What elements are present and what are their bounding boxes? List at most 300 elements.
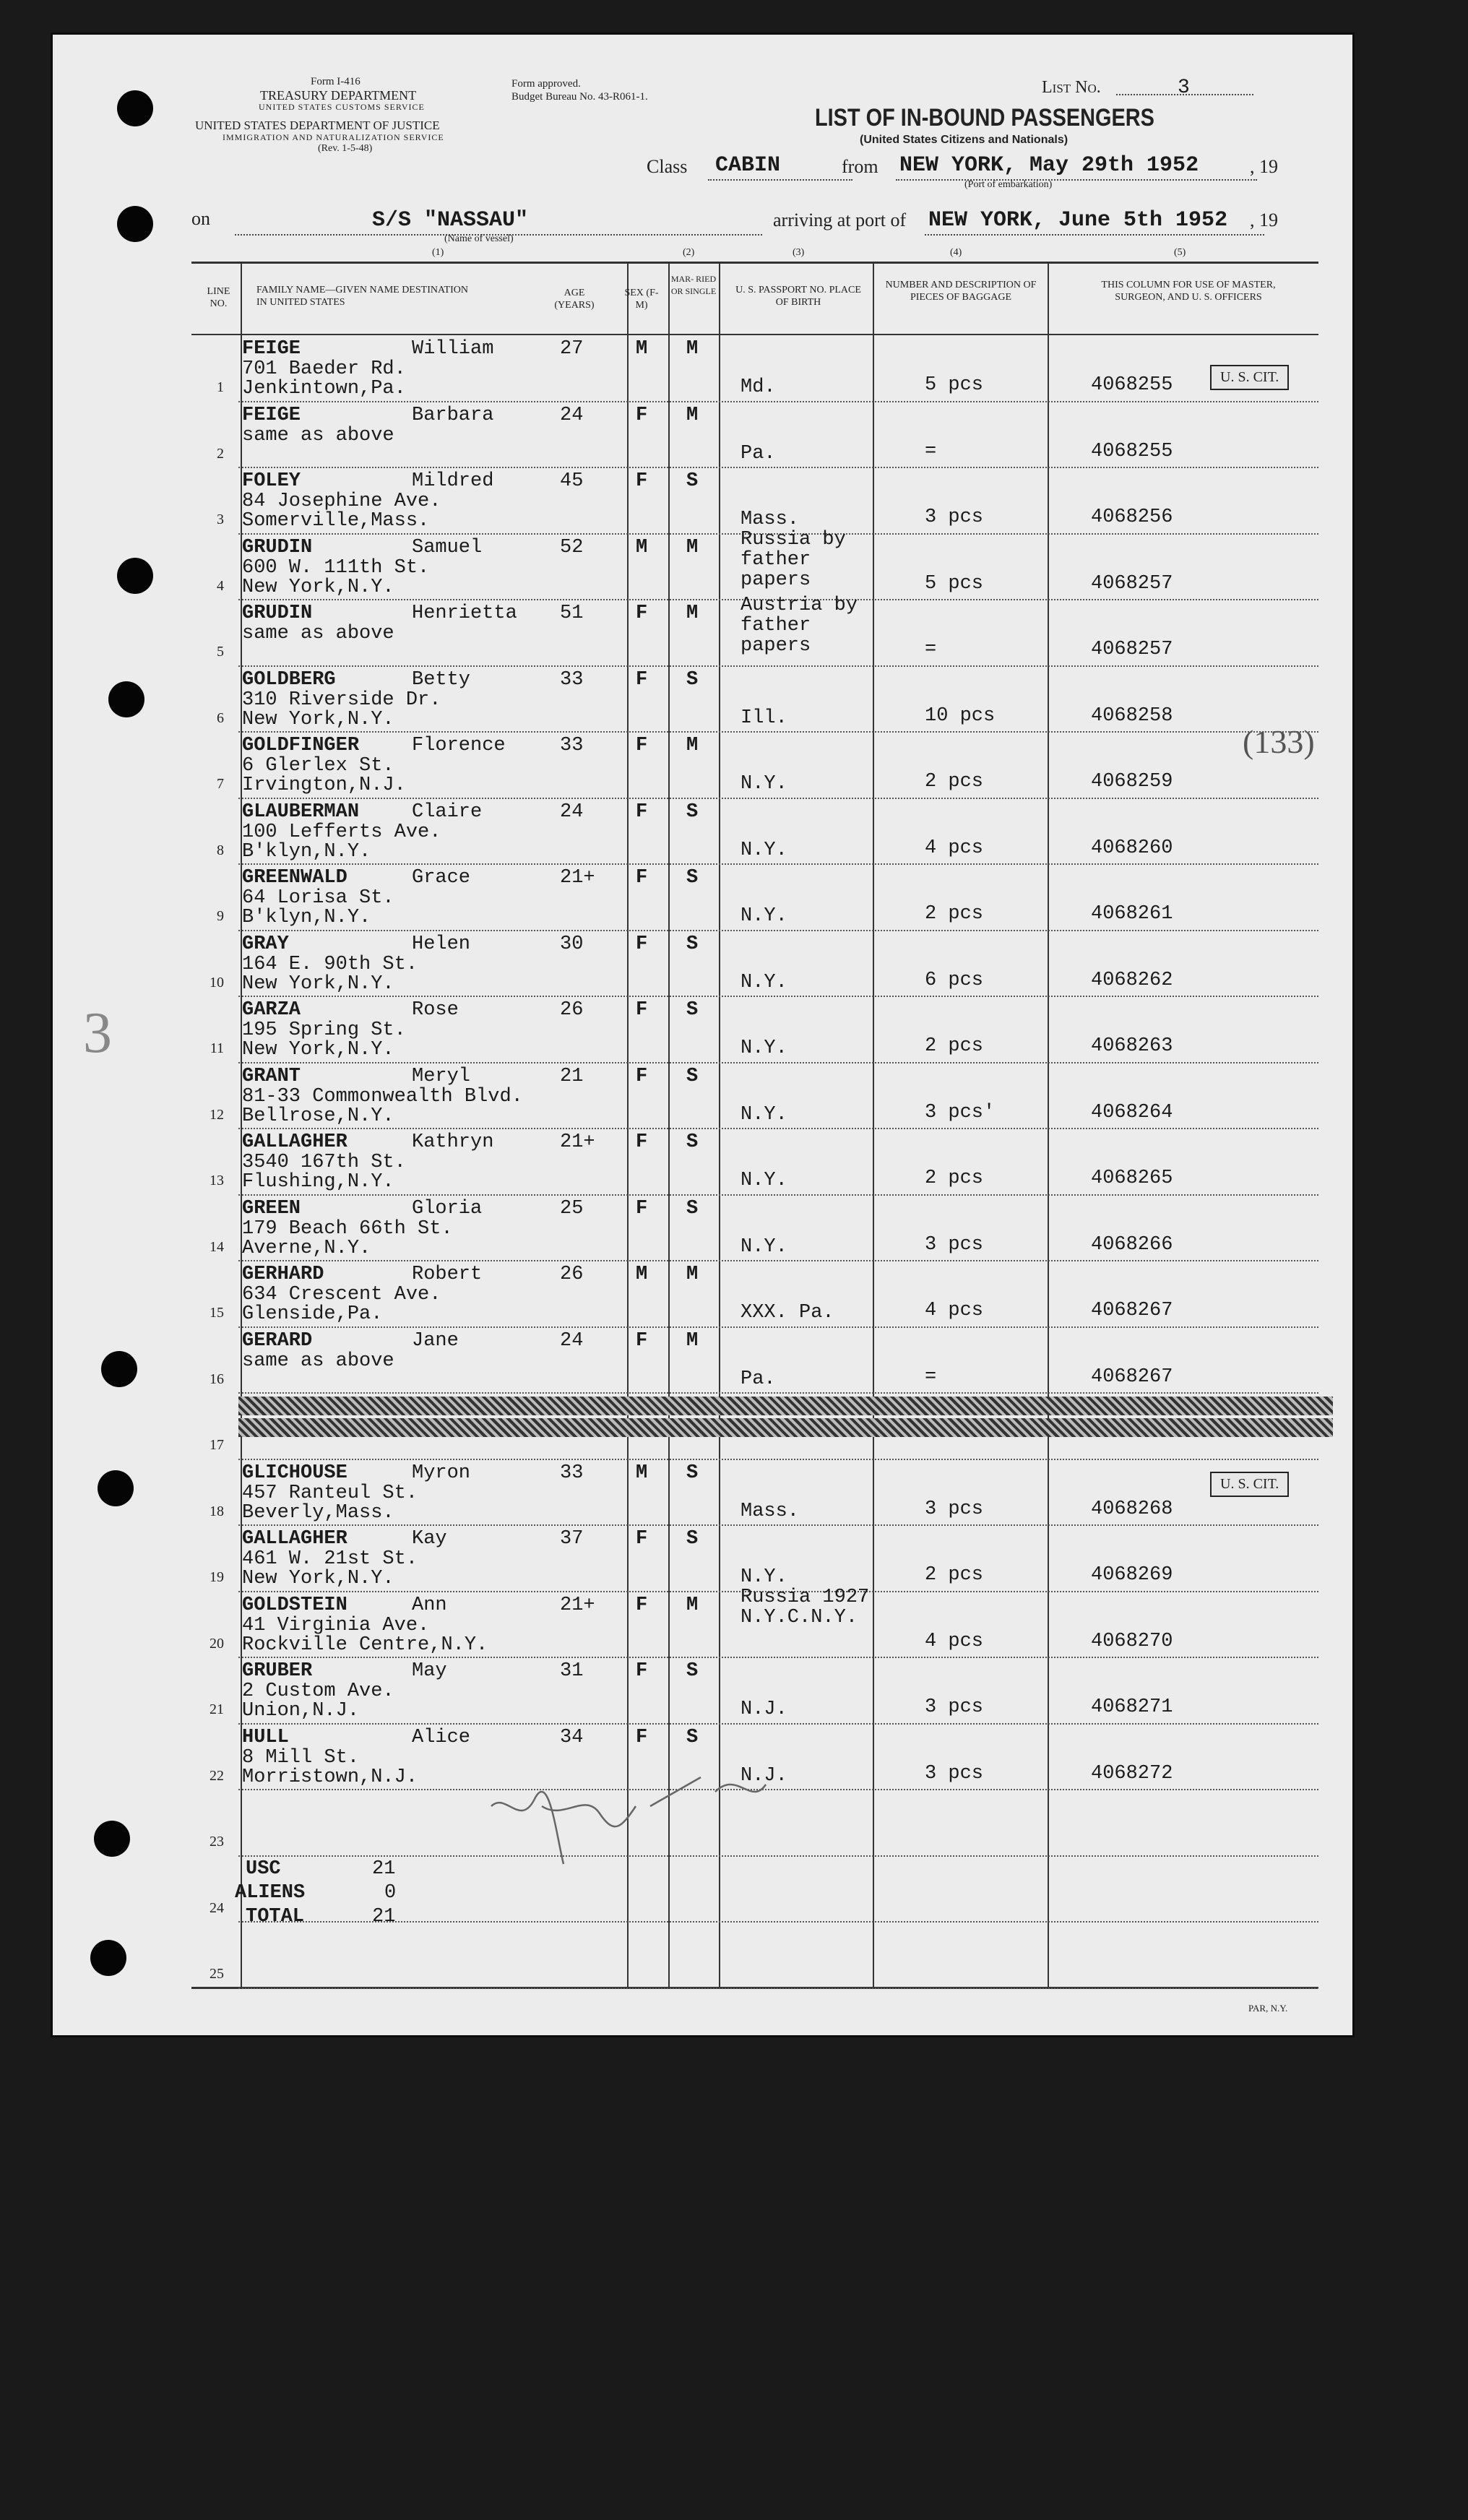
age: 24 (560, 801, 584, 823)
row-divider (238, 1657, 1318, 1658)
marital-status: S (686, 1726, 699, 1748)
line-number: 17 (210, 1437, 224, 1453)
line-number: 6 (217, 709, 224, 726)
col-header-married: MAR- RIED OR SINGLE (670, 274, 717, 296)
justice-dept: UNITED STATES DEPARTMENT OF JUSTICE (195, 118, 440, 132)
sex: M (636, 338, 648, 360)
address-line-2: New York,N.Y. (242, 708, 394, 730)
row-divider (238, 467, 1318, 468)
baggage-count: 5 pcs (925, 572, 984, 595)
passport-number: 4068272 (1091, 1762, 1173, 1785)
sex: F (636, 1131, 648, 1153)
age: 33 (560, 668, 584, 691)
sex: F (636, 1065, 648, 1087)
given-name: Gloria (412, 1197, 483, 1220)
given-name: Barbara (412, 404, 494, 426)
baggage-count: 5 pcs (925, 374, 984, 396)
line-number: 20 (210, 1635, 224, 1652)
family-name: GALLAGHER (242, 1528, 347, 1550)
vessel-caption: (Name of vessel) (444, 233, 514, 244)
line-number: 24 (210, 1899, 224, 1916)
total-count: 21 (372, 1906, 396, 1928)
age: 24 (560, 404, 584, 426)
baggage-count: 2 pcs (925, 1168, 984, 1189)
year-label: , 19 (1250, 156, 1278, 177)
aliens-label: ALIENS (235, 1882, 306, 1904)
passport-number: 4068260 (1091, 837, 1173, 859)
age: 34 (560, 1726, 584, 1748)
marital-status: M (686, 404, 699, 426)
given-name: Samuel (412, 536, 483, 558)
place-of-birth: N.J. (741, 1764, 787, 1787)
aliens-count: 0 (384, 1882, 397, 1904)
usc-label: USC (246, 1858, 281, 1880)
passport-number: 4068256 (1091, 506, 1173, 528)
family-name: GLAUBERMAN (242, 801, 360, 823)
address-line-2: Beverly,Mass. (242, 1501, 394, 1524)
col-num-1: (1) (432, 247, 444, 258)
passport-number: 4068267 (1091, 1365, 1173, 1388)
passport-number: 4068255 (1091, 440, 1173, 462)
col-num-4: (4) (950, 247, 962, 258)
family-name: GARZA (242, 999, 301, 1021)
passport-number: 4068266 (1091, 1233, 1173, 1256)
address-line-1: 3540 167th St. (242, 1152, 406, 1173)
family-name: GRAY (242, 933, 289, 955)
sex: F (636, 1594, 648, 1616)
line-number: 3 (217, 512, 224, 527)
place-of-birth: XXX. Pa. (741, 1302, 834, 1324)
age: 21+ (560, 1594, 595, 1616)
line-number: 23 (210, 1834, 224, 1850)
age: 51 (560, 603, 584, 624)
punch-hole (117, 558, 153, 594)
age: 24 (560, 1329, 584, 1352)
line-number: 2 (217, 445, 224, 462)
age: 31 (560, 1660, 584, 1682)
treasury-dept: TREASURY DEPARTMENT (260, 88, 417, 103)
marital-status: M (686, 1329, 699, 1352)
line-number: 21 (210, 1701, 224, 1717)
row-divider (238, 1260, 1318, 1261)
sex: F (636, 470, 648, 492)
marital-status: S (686, 1462, 699, 1484)
us-citizen-stamp: U. S. CIT. (1210, 1472, 1289, 1497)
family-name: GREEN (242, 1197, 301, 1220)
address-line-1: 461 W. 21st St. (242, 1548, 418, 1570)
address-line-1: 195 Spring St. (242, 1019, 406, 1041)
family-name: GRUDIN (242, 603, 313, 624)
family-name: FEIGE (242, 338, 301, 360)
sex: F (636, 1726, 648, 1748)
sex: F (636, 1660, 648, 1682)
page-subtitle: (United States Citizens and Nationals) (860, 134, 1068, 146)
baggage-count: = (925, 639, 937, 660)
footer-printer: PAR, N.Y. (1248, 2003, 1288, 2014)
class-label: Class (647, 156, 688, 177)
baggage-count: 4 pcs (925, 1630, 984, 1652)
address-line-1: 100 Lefferts Ave. (242, 821, 441, 843)
punch-hole (108, 681, 144, 717)
address-line-1: 310 Riverside Dr. (242, 689, 441, 711)
age: 30 (560, 933, 584, 955)
line-number: 7 (217, 776, 224, 792)
marital-status: S (686, 867, 699, 889)
passport-number: 4068262 (1091, 969, 1173, 991)
place-of-birth: Pa. (741, 1368, 776, 1390)
address-line-2: Somerville,Mass. (242, 510, 430, 532)
arriving-label: arriving at port of (773, 210, 907, 230)
address-line-2: Irvington,N.J. (242, 774, 406, 796)
marital-status: M (686, 603, 699, 624)
place-of-birth: N.Y. (741, 971, 787, 993)
address-line-1: 2 Custom Ave. (242, 1680, 394, 1702)
row-divider (238, 930, 1318, 931)
arrival-port: NEW YORK, June 5th 1952 (928, 208, 1228, 233)
given-name: Betty (412, 668, 471, 691)
family-name: GLICHOUSE (242, 1462, 347, 1484)
place-of-birth: Austria by father papers (741, 595, 858, 657)
marital-status: M (686, 338, 699, 360)
total-label: TOTAL (246, 1906, 305, 1928)
address-line-2: B'klyn,N.Y. (242, 907, 371, 928)
given-name: Kay (412, 1528, 447, 1550)
address-line-1: same as above (242, 1350, 394, 1372)
col-header-age: AGE (YEARS) (554, 288, 595, 311)
age: 21+ (560, 867, 595, 889)
marital-status: S (686, 1197, 699, 1220)
address-line-1: 84 Josephine Ave. (242, 491, 441, 512)
baggage-count: 4 pcs (925, 837, 984, 859)
line-number: 9 (217, 908, 224, 924)
age: 27 (560, 338, 584, 360)
passport-number: 4068267 (1091, 1300, 1173, 1321)
marital-status: M (686, 1594, 699, 1616)
family-name: GOLDBERG (242, 668, 336, 691)
vessel-name: S/S "NASSAU" (372, 208, 529, 233)
col-header-baggage: NUMBER AND DESCRIPTION OF PIECES OF BAGGAGE (885, 280, 1037, 303)
family-name: GRUDIN (242, 536, 313, 558)
form-number: Form I-416 (311, 76, 360, 87)
line-number: 4 (217, 577, 224, 594)
place-of-birth: Pa. (741, 442, 776, 465)
passport-number: 4068257 (1091, 572, 1173, 595)
sex: F (636, 1528, 648, 1550)
baggage-count: 3 pcs (925, 1233, 984, 1256)
row-divider (238, 665, 1318, 667)
embarkation-port: NEW YORK, May 29th 1952 (899, 153, 1199, 178)
place-of-birth: N.Y. (741, 1170, 787, 1191)
row-divider (238, 1128, 1318, 1129)
line-number: 22 (210, 1767, 224, 1784)
line-number: 15 (210, 1305, 224, 1321)
given-name: May (412, 1660, 447, 1682)
col-header-sex: SEX (F-M) (624, 288, 659, 311)
given-name: Alice (412, 1726, 471, 1748)
passport-number: 4068265 (1091, 1168, 1173, 1189)
place-of-birth: N.Y. (741, 905, 787, 927)
page-title: LIST OF IN-BOUND PASSENGERS (815, 104, 1154, 131)
passport-number: 4068261 (1091, 903, 1173, 925)
given-name: Florence (412, 735, 506, 756)
row-divider (238, 1723, 1318, 1725)
given-name: Jane (412, 1329, 459, 1352)
place-of-birth: Ill. (741, 707, 787, 729)
sex: F (636, 801, 648, 823)
address-line-2: Averne,N.Y. (242, 1237, 371, 1259)
marital-status: M (686, 735, 699, 756)
row-divider (238, 1524, 1318, 1526)
place-of-birth: Russia 1927 N.Y.C.N.Y. (741, 1586, 870, 1628)
line-number: 12 (210, 1106, 224, 1123)
sex: F (636, 1329, 648, 1352)
marital-status: S (686, 668, 699, 691)
class-value: CABIN (715, 153, 781, 178)
place-of-birth: N.Y. (741, 773, 787, 795)
sex: F (636, 603, 648, 624)
baggage-count: 4 pcs (925, 1300, 984, 1321)
marital-status: S (686, 470, 699, 492)
punch-hole (90, 1940, 126, 1976)
baggage-count: = (925, 1365, 937, 1388)
family-name: GALLAGHER (242, 1131, 347, 1153)
age: 25 (560, 1197, 584, 1220)
struck-line (238, 1418, 1333, 1437)
on-label: on (191, 208, 210, 229)
passport-number: 4068268 (1091, 1498, 1173, 1520)
revision: (Rev. 1-5-48) (318, 143, 373, 154)
us-citizen-stamp: U. S. CIT. (1210, 365, 1289, 390)
address-line-1: same as above (242, 623, 394, 644)
sex: F (636, 404, 648, 426)
line-number: 11 (210, 1040, 224, 1056)
list-no-value: 3 (1178, 77, 1190, 99)
place-of-birth: N.Y. (741, 1235, 787, 1258)
line-number: 14 (210, 1238, 224, 1255)
baggage-count: 3 pcs (925, 506, 984, 528)
given-name: Grace (412, 867, 471, 889)
address-line-1: 41 Virginia Ave. (242, 1614, 430, 1636)
list-no-label: List No. (1042, 78, 1101, 97)
baggage-count: 2 pcs (925, 771, 984, 793)
passport-number: 4068258 (1091, 704, 1173, 727)
baggage-count: 3 pcs (925, 1696, 984, 1718)
sex: M (636, 1462, 648, 1484)
passport-number: 4068269 (1091, 1564, 1173, 1586)
passport-number: 4068257 (1091, 639, 1173, 660)
sex: M (636, 1264, 648, 1285)
address-line-2: Flushing,N.Y. (242, 1171, 394, 1193)
punch-hole (101, 1351, 137, 1387)
age: 21+ (560, 1131, 595, 1153)
line-number: 8 (217, 842, 224, 858)
family-name: GOLDSTEIN (242, 1594, 347, 1616)
line-number: 10 (210, 974, 224, 991)
row-divider (238, 1988, 1318, 1989)
address-line-2: Jenkintown,Pa. (242, 378, 406, 400)
place-of-birth: Md. (741, 376, 776, 398)
passport-number: 4068255 (1091, 374, 1173, 396)
place-of-birth: Russia by father papers (741, 528, 846, 591)
age: 33 (560, 1462, 584, 1484)
age: 33 (560, 735, 584, 756)
age: 37 (560, 1528, 584, 1550)
col-header-name: FAMILY NAME—GIVEN NAME DESTINATION IN UNITED STATES (256, 285, 468, 308)
sex: M (636, 536, 648, 558)
address-line-2: B'klyn,N.Y. (242, 840, 371, 863)
passport-number: 4068264 (1091, 1101, 1173, 1123)
age: 26 (560, 1264, 584, 1285)
baggage-count: 6 pcs (925, 969, 984, 991)
family-name: GRUBER (242, 1660, 313, 1682)
budget-bureau: Budget Bureau No. 43-R061-1. (511, 91, 648, 103)
row-divider (238, 1921, 1318, 1923)
sex: F (636, 1197, 648, 1220)
given-name: Ann (412, 1594, 447, 1616)
place-of-birth: N.Y. (741, 839, 787, 861)
marital-status: M (686, 1264, 699, 1285)
sex: F (636, 999, 648, 1021)
row-divider (238, 1062, 1318, 1063)
baggage-count: 2 pcs (925, 1035, 984, 1057)
punch-hole (98, 1470, 134, 1506)
passport-number: 4068263 (1091, 1035, 1173, 1057)
marital-status: M (686, 536, 699, 558)
given-name: Meryl (412, 1065, 471, 1087)
given-name: Helen (412, 933, 471, 955)
punch-hole (94, 1821, 130, 1857)
given-name: Claire (412, 801, 483, 823)
address-line-1: 179 Beach 66th St. (242, 1217, 453, 1240)
row-divider (238, 798, 1318, 799)
marital-status: S (686, 1065, 699, 1087)
year-label-2: , 19 (1250, 210, 1278, 230)
age: 52 (560, 536, 584, 558)
baggage-count: 10 pcs (925, 704, 996, 727)
line-number: 25 (210, 1966, 224, 1982)
address-line-2: New York,N.Y. (242, 576, 394, 598)
address-line-1: same as above (242, 424, 394, 446)
family-name: GERHARD (242, 1264, 324, 1285)
passport-number: 4068270 (1091, 1630, 1173, 1652)
given-name: Mildred (412, 470, 494, 492)
address-line-1: 600 W. 111th St. (242, 556, 430, 579)
customs-service: UNITED STATES CUSTOMS SERVICE (259, 102, 425, 112)
given-name: Kathryn (412, 1131, 494, 1153)
family-name: GRANT (242, 1065, 301, 1087)
line-number: 13 (210, 1173, 224, 1188)
marital-status: S (686, 1131, 699, 1153)
col-num-2: (2) (683, 247, 695, 258)
given-name: Rose (412, 999, 459, 1021)
struck-line (238, 1397, 1333, 1415)
immigration-service: IMMIGRATION AND NATURALIZATION SERVICE (223, 132, 444, 142)
place-of-birth: Mass. (741, 509, 800, 530)
marital-status: S (686, 999, 699, 1021)
address-line-2: Rockville Centre,N.Y. (242, 1634, 488, 1656)
family-name: GOLDFINGER (242, 735, 360, 756)
given-name: William (412, 338, 494, 360)
given-name: Henrietta (412, 603, 517, 624)
col-header-line: LINE NO. (207, 286, 230, 309)
given-name: Robert (412, 1264, 483, 1285)
marital-status: S (686, 1660, 699, 1682)
family-name: GERARD (242, 1329, 313, 1352)
row-divider (238, 1392, 1318, 1394)
baggage-count: 3 pcs (925, 1498, 984, 1520)
form-approved: Form approved. (511, 78, 581, 90)
punch-hole (117, 90, 153, 126)
baggage-count: 2 pcs (925, 1564, 984, 1586)
age: 26 (560, 999, 584, 1021)
line-number: 19 (210, 1569, 224, 1585)
address-line-1: 81-33 Commonwealth Blvd. (242, 1085, 523, 1108)
place-of-birth: N.J. (741, 1699, 787, 1720)
embarkation-caption: (Port of embarkation) (964, 179, 1053, 190)
sex: F (636, 668, 648, 691)
row-divider (238, 863, 1318, 865)
address-line-1: 164 E. 90th St. (242, 953, 418, 975)
age: 45 (560, 470, 584, 492)
marital-status: S (686, 801, 699, 823)
row-divider (238, 731, 1318, 733)
family-name: HULL (242, 1726, 289, 1748)
line-number: 18 (210, 1503, 224, 1519)
line-number: 1 (217, 379, 224, 395)
col-num-5: (5) (1174, 247, 1186, 258)
baggage-count: 3 pcs (925, 1762, 984, 1785)
row-divider (238, 1194, 1318, 1196)
family-name: FEIGE (242, 404, 301, 426)
address-line-2: Bellrose,N.Y. (242, 1105, 394, 1127)
from-label: from (842, 156, 878, 177)
col-header-passport: U. S. PASSPORT NO. PLACE OF BIRTH (735, 285, 861, 308)
page-reference-note: (133) (1243, 723, 1315, 760)
address-line-2: New York,N.Y. (242, 1568, 394, 1589)
place-of-birth: N.Y. (741, 1103, 787, 1126)
address-line-1: 634 Crescent Ave. (242, 1284, 441, 1306)
sex: F (636, 933, 648, 955)
margin-number-note: 3 (83, 1001, 112, 1065)
line-number: 5 (217, 644, 224, 660)
punch-hole (117, 206, 153, 242)
place-of-birth: N.Y. (741, 1037, 787, 1059)
row-divider (238, 1459, 1318, 1460)
row-divider (238, 1326, 1318, 1328)
sex: F (636, 867, 648, 889)
address-line-1: 6 Glerlex St. (242, 755, 394, 777)
marital-status: S (686, 1528, 699, 1550)
baggage-count: 3 pcs' (925, 1101, 996, 1123)
address-line-1: 701 Baeder Rd. (242, 358, 406, 380)
marital-status: S (686, 933, 699, 955)
age: 21 (560, 1065, 584, 1087)
family-name: FOLEY (242, 470, 301, 492)
col-num-3: (3) (793, 247, 805, 258)
family-name: GREENWALD (242, 867, 347, 889)
address-line-1: 64 Lorisa St. (242, 887, 394, 909)
address-line-2: Glenside,Pa. (242, 1303, 383, 1325)
address-line-2: Morristown,N.J. (242, 1766, 418, 1788)
address-line-2: New York,N.Y. (242, 1039, 394, 1061)
col-header-officers: THIS COLUMN FOR USE OF MASTER, SURGEON, AND U. S. OFFICERS (1101, 280, 1276, 303)
row-divider (238, 996, 1318, 997)
line-number: 16 (210, 1371, 224, 1387)
address-line-1: 8 Mill St. (242, 1746, 360, 1769)
baggage-count: 2 pcs (925, 903, 984, 925)
sex: F (636, 735, 648, 756)
given-name: Myron (412, 1462, 471, 1484)
